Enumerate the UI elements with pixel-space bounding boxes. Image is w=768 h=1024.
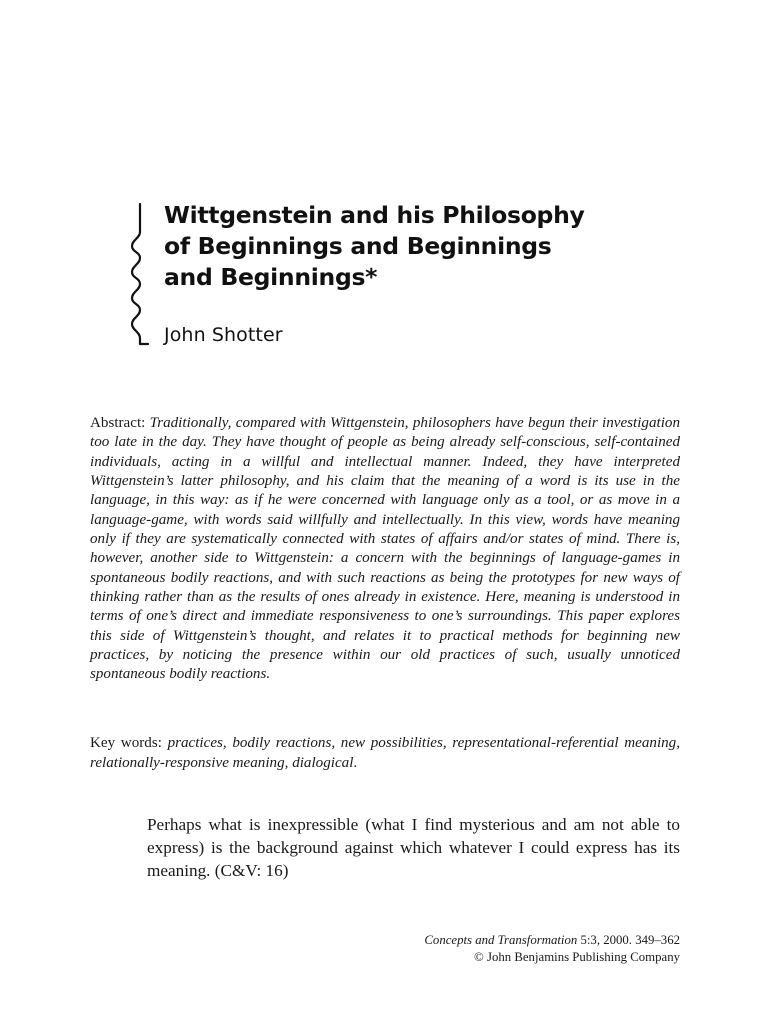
copyright-line: © John Benjamins Publishing Company (474, 950, 680, 964)
article-title (164, 200, 585, 293)
keywords-paragraph (90, 733, 680, 773)
keywords-end: . (353, 755, 358, 771)
citation-details: 5:3, 2000. 349–362 (577, 933, 680, 947)
abstract-label: Abstract: (90, 415, 150, 431)
keywords-text: practices, bodily reactions, new possibilities, representational-referential meaning, relationally-responsive meaning, dialogical (90, 735, 680, 771)
author-name: John Shotter (164, 324, 283, 346)
squiggle-ornament (118, 202, 158, 352)
abstract-text: Traditionally, compared with Wittgenstein, philosophers have begun their investigation too late in the day. They have thought of people as being already self-conscious, self-contained individuals, acting in a willful and intellectual manner. Indeed, they have interpreted Wittgenstein’s latter philosophy, and his claim that the meaning of a word is its use in the language, in this way: as if he were concerned with language only as a tool, or as move in a language-game, with words said willfully and intellectually. In this view, words have meaning only if they are systematically connected with states of affairs and/or states of mind. There is, however, another side to Wittgenstein: a concern with the beginnings of language-games in spontaneous bodily reactions, and with such reactions as being the prototypes for new ways of thinking rather than as the results of ones already in existence. Here, meaning is understood in terms of one’s direct and immediate responsiveness to one’s surroundings. This paper explores this side of Wittgenstein’s thought, and relates it to practical methods for beginning new practices, by noticing the presence within our old practices of such, usually unnoticed spontaneous bodily reactions. (90, 415, 680, 683)
epigraph-quote: Perhaps what is inexpressible (what I find mysterious and am not able to express) is the background against which whatever I could express has its meaning. (C&V: 16) (147, 815, 680, 880)
title-line-3: and Beginnings* (164, 263, 378, 291)
keywords-label: Key words: (90, 735, 168, 751)
journal-name: Concepts and Transformation (424, 933, 578, 947)
abstract-paragraph (90, 414, 680, 685)
title-line-1: Wittgenstein and his Philosophy (164, 201, 585, 229)
title-line-2: of Beginnings and Beginnings (164, 232, 552, 260)
journal-citation (424, 932, 680, 949)
publication-footer (424, 932, 680, 966)
